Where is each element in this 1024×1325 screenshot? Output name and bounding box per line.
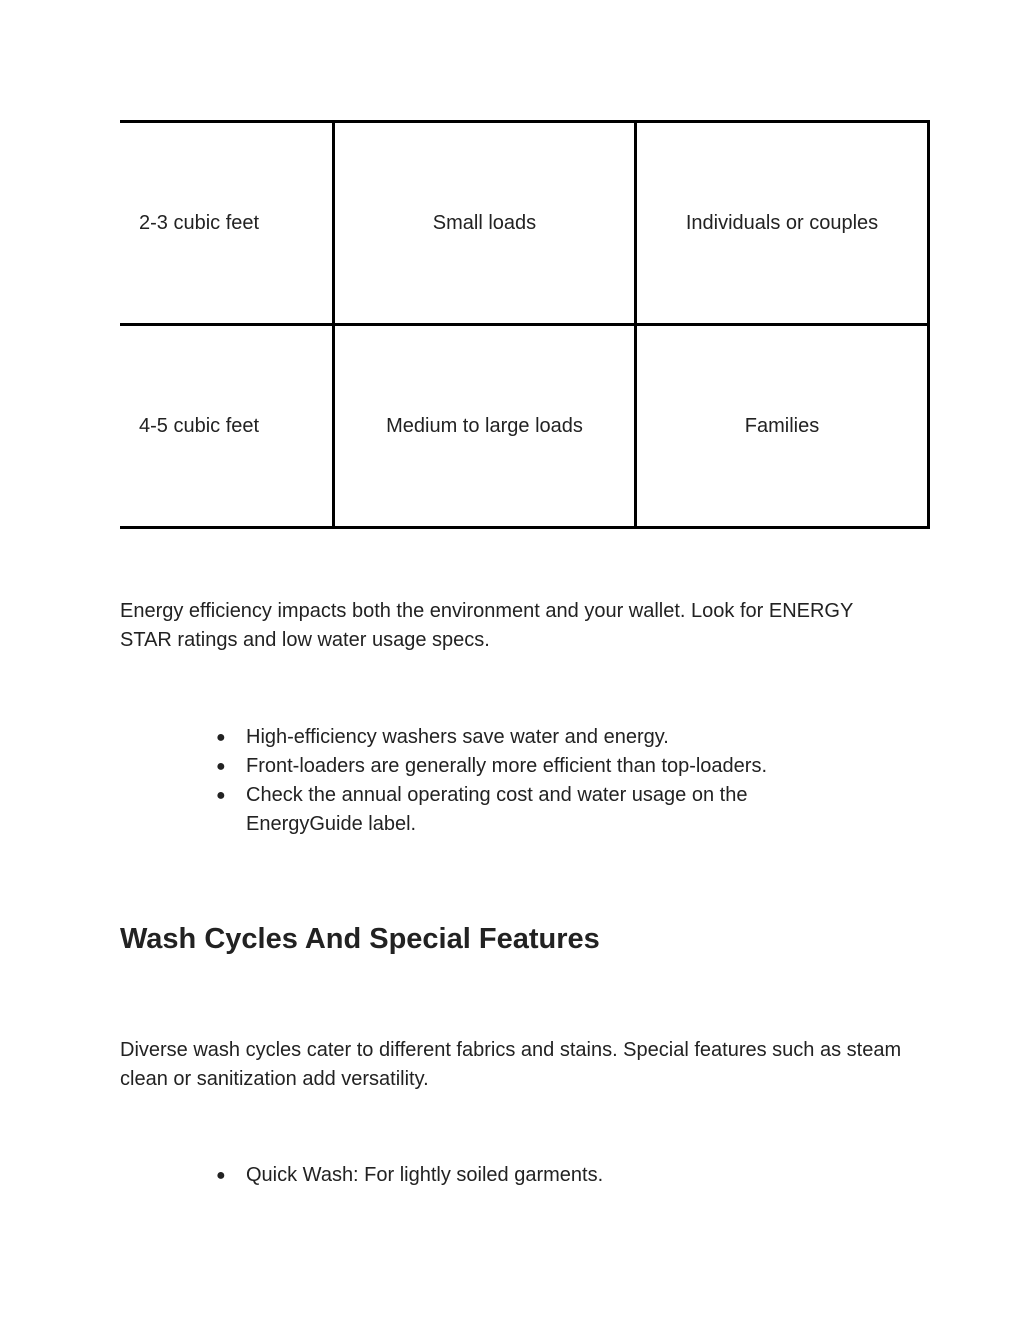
energy-paragraph: Energy efficiency impacts both the environment and your wallet. Look for ENERGY STAR ratings and low water usage specs. bbox=[120, 600, 853, 651]
list-item bbox=[216, 723, 836, 752]
capacity-table bbox=[120, 120, 930, 529]
table-cell: Medium to large loads bbox=[334, 325, 636, 528]
list-item bbox=[216, 781, 836, 839]
list-item-text: Front-loaders are generally more efficient than top-loaders. bbox=[246, 755, 768, 777]
wash-paragraph: Diverse wash cycles cater to different fabrics and stains. Special features such as steam clean or sanitization add versatility. bbox=[120, 1039, 902, 1090]
table-cell: 2-3 cubic feet bbox=[120, 122, 334, 325]
energy-bullet-list bbox=[216, 723, 836, 839]
table-row bbox=[120, 325, 929, 528]
list-item bbox=[216, 752, 836, 781]
list-item bbox=[216, 1161, 836, 1190]
table-cell: Small loads bbox=[334, 122, 636, 325]
table-cell: 4-5 cubic feet bbox=[120, 325, 334, 528]
table-cell: Individuals or couples bbox=[636, 122, 929, 325]
table-row bbox=[120, 122, 929, 325]
list-item-text: Quick Wash: For lightly soiled garments. bbox=[246, 1164, 604, 1186]
bullet-icon: ● bbox=[216, 1167, 226, 1184]
wash-bullet-list bbox=[216, 1161, 836, 1190]
section-heading: Wash Cycles And Special Features bbox=[120, 923, 600, 955]
bullet-icon: ● bbox=[216, 758, 226, 775]
bullet-icon: ● bbox=[216, 729, 226, 746]
list-item-text: High-efficiency washers save water and energy. bbox=[246, 726, 669, 748]
bullet-icon: ● bbox=[216, 787, 226, 804]
list-item-text: Check the annual operating cost and water usage on the EnergyGuide label. bbox=[246, 784, 748, 835]
table-cell: Families bbox=[636, 325, 929, 528]
